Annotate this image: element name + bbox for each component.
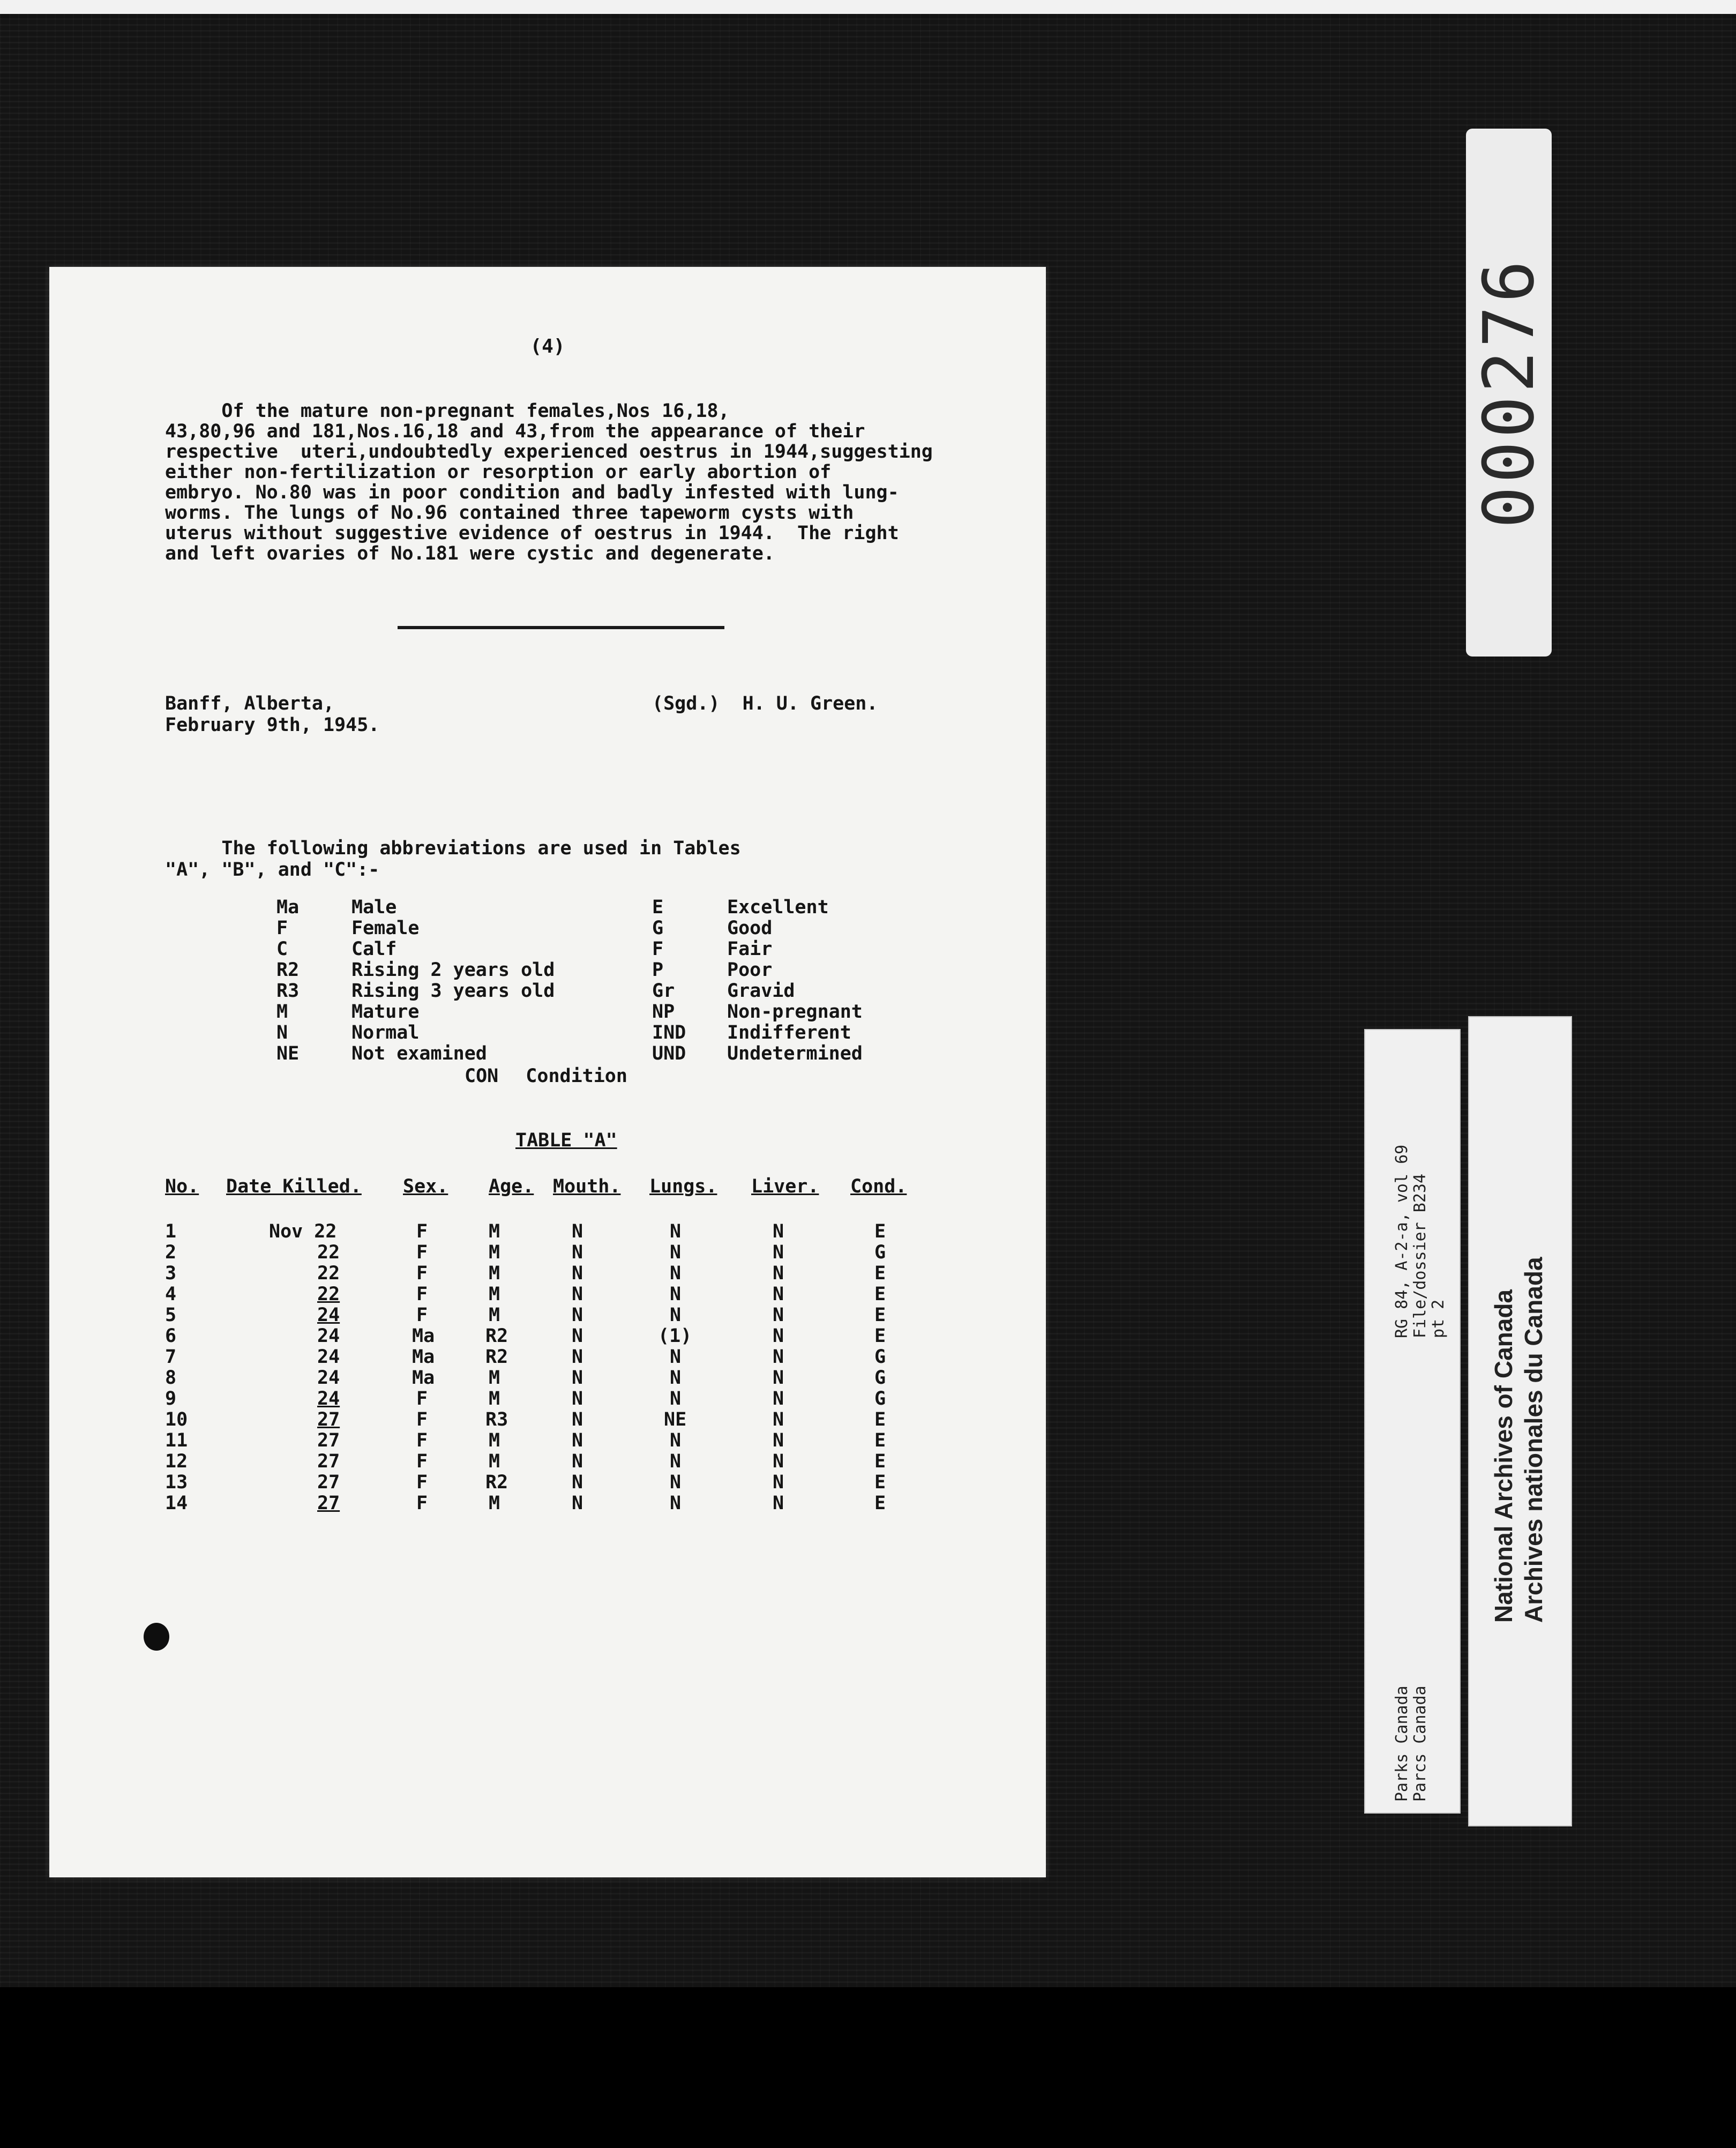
table-cell: M <box>489 1388 500 1409</box>
abbreviation-meaning: Female <box>351 918 420 939</box>
abbreviation-meaning: Calf <box>351 938 397 960</box>
table-cell: N <box>670 1367 682 1389</box>
table-cell: 7 <box>165 1346 177 1368</box>
abbreviation-meaning: Non-pregnant <box>727 1001 863 1023</box>
table-cell: M <box>489 1451 500 1472</box>
film-bottom-edge <box>0 1987 1736 2148</box>
table-cell: N <box>572 1367 583 1389</box>
abbreviation-meaning: Excellent <box>727 897 829 918</box>
table-cell: N <box>670 1221 682 1242</box>
table-header-cell: No. <box>165 1176 199 1197</box>
table-cell: 8 <box>165 1367 177 1389</box>
table-cell: N <box>670 1346 682 1368</box>
table-cell: 27 <box>317 1430 340 1451</box>
agency-line: Parks Canada <box>1393 1685 1411 1802</box>
table-cell: M <box>489 1242 500 1263</box>
table-title: TABLE "A" <box>515 1130 617 1151</box>
table-cell: (1) <box>658 1325 692 1347</box>
abbreviation-meaning: Rising 3 years old <box>351 980 555 1002</box>
abbreviation-code: Ma <box>276 897 300 918</box>
table-cell: 22 <box>317 1284 340 1305</box>
table-cell: N <box>773 1472 784 1493</box>
table-cell: N <box>773 1367 784 1389</box>
paragraph-line: respective uteri,undoubtedly experienced oestrus in 1944,suggesting <box>165 441 933 463</box>
archive-institution-label <box>1468 1016 1572 1826</box>
abbreviation-code: G <box>652 918 664 939</box>
table-header-cell: Age. <box>489 1176 534 1197</box>
table-cell: 24 <box>317 1388 340 1409</box>
page-number: (4) <box>530 335 565 357</box>
abbreviation-code: M <box>276 1001 288 1023</box>
table-cell: N <box>572 1430 583 1451</box>
table-cell: N <box>670 1472 682 1493</box>
table-cell: N <box>773 1242 784 1263</box>
table-cell: M <box>489 1304 500 1326</box>
table-cell: G <box>874 1367 886 1389</box>
table-cell: 9 <box>165 1388 177 1409</box>
table-cell: 6 <box>165 1325 177 1347</box>
abbreviation-code: R3 <box>276 980 300 1002</box>
paragraph-line: uterus without suggestive evidence of oestrus in 1944. The right <box>165 523 899 544</box>
table-header-cell: Mouth. <box>553 1176 621 1197</box>
table-cell: N <box>773 1346 784 1368</box>
table-cell: N <box>670 1263 682 1284</box>
reference-line: RG 84, A-2-a, vol 69 <box>1393 1144 1411 1338</box>
table-cell: N <box>572 1242 583 1263</box>
table-cell: F <box>416 1388 428 1409</box>
film-top-edge <box>0 0 1736 14</box>
table-cell: 24 <box>317 1367 340 1389</box>
table-cell: 5 <box>165 1304 177 1326</box>
paragraph-line: 43,80,96 and 181,Nos.16,18 and 43,from the appearance of their <box>165 421 865 442</box>
table-cell: N <box>773 1263 784 1284</box>
table-cell: 10 <box>165 1409 188 1430</box>
table-cell: R3 <box>485 1409 508 1430</box>
table-cell: N <box>670 1493 682 1514</box>
place-date-block <box>165 693 379 736</box>
table-cell: N <box>572 1472 583 1493</box>
table-cell: N <box>773 1304 784 1326</box>
table-cell: E <box>874 1221 886 1242</box>
table-header-cell: Lungs. <box>649 1176 717 1197</box>
body-paragraph <box>165 401 1044 564</box>
table-header-cell: Liver. <box>751 1176 819 1197</box>
table-cell: G <box>874 1388 886 1409</box>
abbreviations-intro <box>165 838 741 881</box>
table-cell: E <box>874 1325 886 1347</box>
abbreviation-code: R2 <box>276 959 300 981</box>
intro-line: "A", "B", and "C":- <box>165 859 380 881</box>
table-cell: Nov 22 <box>269 1221 337 1242</box>
paragraph-line: and left ovaries of No.181 were cystic and degenerate. <box>165 543 775 564</box>
table-cell: Ma <box>412 1367 435 1389</box>
table-cell: N <box>572 1409 583 1430</box>
table-cell: F <box>416 1430 428 1451</box>
table-cell: E <box>874 1304 886 1326</box>
table-cell: 22 <box>317 1263 340 1284</box>
table-cell: M <box>489 1367 500 1389</box>
abbreviation-meaning: Male <box>351 897 397 918</box>
table-cell: R2 <box>485 1346 508 1368</box>
table-cell: N <box>773 1325 784 1347</box>
table-cell: M <box>489 1263 500 1284</box>
table-cell: N <box>670 1284 682 1305</box>
abbreviation-code: F <box>276 918 288 939</box>
abbreviation-meaning: Mature <box>351 1001 420 1023</box>
abbreviation-meaning: Gravid <box>727 980 795 1002</box>
table-cell: 4 <box>165 1284 177 1305</box>
abbreviation-meaning: Good <box>727 918 773 939</box>
table-cell: E <box>874 1493 886 1514</box>
institution-line-en: National Archives of Canada <box>1490 1289 1517 1623</box>
table-cell: F <box>416 1242 428 1263</box>
institution-text <box>1488 1257 1548 1623</box>
abbreviation-code: E <box>652 897 664 918</box>
table-cell: F <box>416 1472 428 1493</box>
table-header-cell: Sex. <box>403 1176 448 1197</box>
table-cell: G <box>874 1346 886 1368</box>
table-cell: 2 <box>165 1242 177 1263</box>
table-header-cell: Cond. <box>850 1176 907 1197</box>
abbreviation-meaning: Not examined <box>351 1043 487 1064</box>
abbreviation-meaning: Poor <box>727 959 773 981</box>
abbreviation-code: P <box>652 959 664 981</box>
institution-line-fr: Archives nationales du Canada <box>1520 1257 1547 1623</box>
table-cell: 27 <box>317 1451 340 1472</box>
table-cell: N <box>773 1451 784 1472</box>
paragraph-line: either non-fertilization or resorption or early abortion of <box>165 461 832 483</box>
abbreviation-code: CON <box>465 1065 499 1087</box>
table-cell: N <box>572 1346 583 1368</box>
table-cell: N <box>773 1284 784 1305</box>
table-cell: E <box>874 1472 886 1493</box>
document-page <box>49 267 1046 1877</box>
table-cell: 3 <box>165 1263 177 1284</box>
table-cell: F <box>416 1221 428 1242</box>
table-cell: F <box>416 1493 428 1514</box>
abbreviation-meaning: Rising 2 years old <box>351 959 555 981</box>
paragraph-line: embryo. No.80 was in poor condition and badly infested with lung- <box>165 482 899 503</box>
table-cell: N <box>670 1388 682 1409</box>
table-cell: 13 <box>165 1472 188 1493</box>
table-cell: N <box>670 1242 682 1263</box>
table-cell: M <box>489 1221 500 1242</box>
table-cell: 12 <box>165 1451 188 1472</box>
table-cell: E <box>874 1451 886 1472</box>
table-cell: N <box>572 1325 583 1347</box>
date: February 9th, 1945. <box>165 714 380 736</box>
table-cell: 24 <box>317 1325 340 1347</box>
table-cell: M <box>489 1430 500 1451</box>
abbreviation-meaning: Indifferent <box>727 1022 851 1043</box>
table-cell: 27 <box>317 1409 340 1430</box>
abbreviation-meaning: Fair <box>727 938 773 960</box>
table-cell: N <box>572 1263 583 1284</box>
abbreviation-code: Gr <box>652 980 675 1002</box>
place: Banff, Alberta, <box>165 693 335 714</box>
table-cell: 27 <box>317 1493 340 1514</box>
table-cell: E <box>874 1263 886 1284</box>
paragraph-line: Of the mature non-pregnant females,Nos 16,18, <box>165 400 730 422</box>
table-cell: F <box>416 1409 428 1430</box>
table-cell: M <box>489 1493 500 1514</box>
table-cell: E <box>874 1284 886 1305</box>
agency-line: Parcs Canada <box>1411 1685 1430 1802</box>
table-cell: N <box>670 1451 682 1472</box>
abbreviation-code: UND <box>652 1043 686 1064</box>
table-cell: 27 <box>317 1472 340 1493</box>
table-cell: N <box>773 1430 784 1451</box>
frame-number: 000276 <box>1468 257 1550 528</box>
abbreviation-code: F <box>652 938 664 960</box>
abbreviation-code: NP <box>652 1001 675 1023</box>
ink-blot <box>144 1623 169 1651</box>
abbreviation-code: C <box>276 938 288 960</box>
separator-rule <box>398 626 724 629</box>
reference-line: File/dossier B234 <box>1411 1173 1430 1338</box>
table-cell: N <box>670 1430 682 1451</box>
reference-text <box>1393 1145 1448 1338</box>
table-cell: M <box>489 1284 500 1305</box>
table-cell: 14 <box>165 1493 188 1514</box>
table-cell: N <box>773 1409 784 1430</box>
table-cell: N <box>572 1493 583 1514</box>
table-cell: N <box>572 1284 583 1305</box>
signature: (Sgd.) H. U. Green. <box>652 693 878 714</box>
archive-reference-label <box>1364 1029 1461 1814</box>
table-cell: G <box>874 1242 886 1263</box>
abbreviation-meaning: Normal <box>351 1022 420 1043</box>
table-cell: 24 <box>317 1346 340 1368</box>
table-cell: N <box>572 1388 583 1409</box>
agency-text <box>1393 1685 1430 1802</box>
table-cell: NE <box>664 1409 687 1430</box>
table-cell: Ma <box>412 1325 435 1347</box>
table-cell: F <box>416 1304 428 1326</box>
table-cell: Ma <box>412 1346 435 1368</box>
reference-line: pt 2 <box>1429 1299 1448 1338</box>
table-cell: F <box>416 1263 428 1284</box>
abbreviation-meaning: Undetermined <box>727 1043 863 1064</box>
table-cell: N <box>773 1493 784 1514</box>
abbreviation-meaning: Condition <box>526 1065 627 1087</box>
table-header-cell: Date Killed. <box>226 1176 362 1197</box>
table-cell: N <box>572 1451 583 1472</box>
table-cell: 1 <box>165 1221 177 1242</box>
intro-line: The following abbreviations are used in Tables <box>165 838 741 859</box>
table-cell: N <box>773 1388 784 1409</box>
table-cell: 22 <box>317 1242 340 1263</box>
table-cell: N <box>572 1221 583 1242</box>
table-cell: N <box>773 1221 784 1242</box>
table-cell: F <box>416 1451 428 1472</box>
table-cell: R2 <box>485 1472 508 1493</box>
table-cell: N <box>670 1304 682 1326</box>
table-cell: E <box>874 1409 886 1430</box>
abbreviation-con <box>465 1065 643 1087</box>
frame-number-strip <box>1466 129 1552 657</box>
abbreviation-code: N <box>276 1022 288 1043</box>
table-cell: F <box>416 1284 428 1305</box>
table-cell: 24 <box>317 1304 340 1326</box>
table-cell: 11 <box>165 1430 188 1451</box>
abbreviation-code: IND <box>652 1022 686 1043</box>
table-cell: R2 <box>485 1325 508 1347</box>
abbreviation-code: NE <box>276 1043 300 1064</box>
paragraph-line: worms. The lungs of No.96 contained three tapeworm cysts with <box>165 502 854 524</box>
table-cell: E <box>874 1430 886 1451</box>
table-cell: N <box>572 1304 583 1326</box>
